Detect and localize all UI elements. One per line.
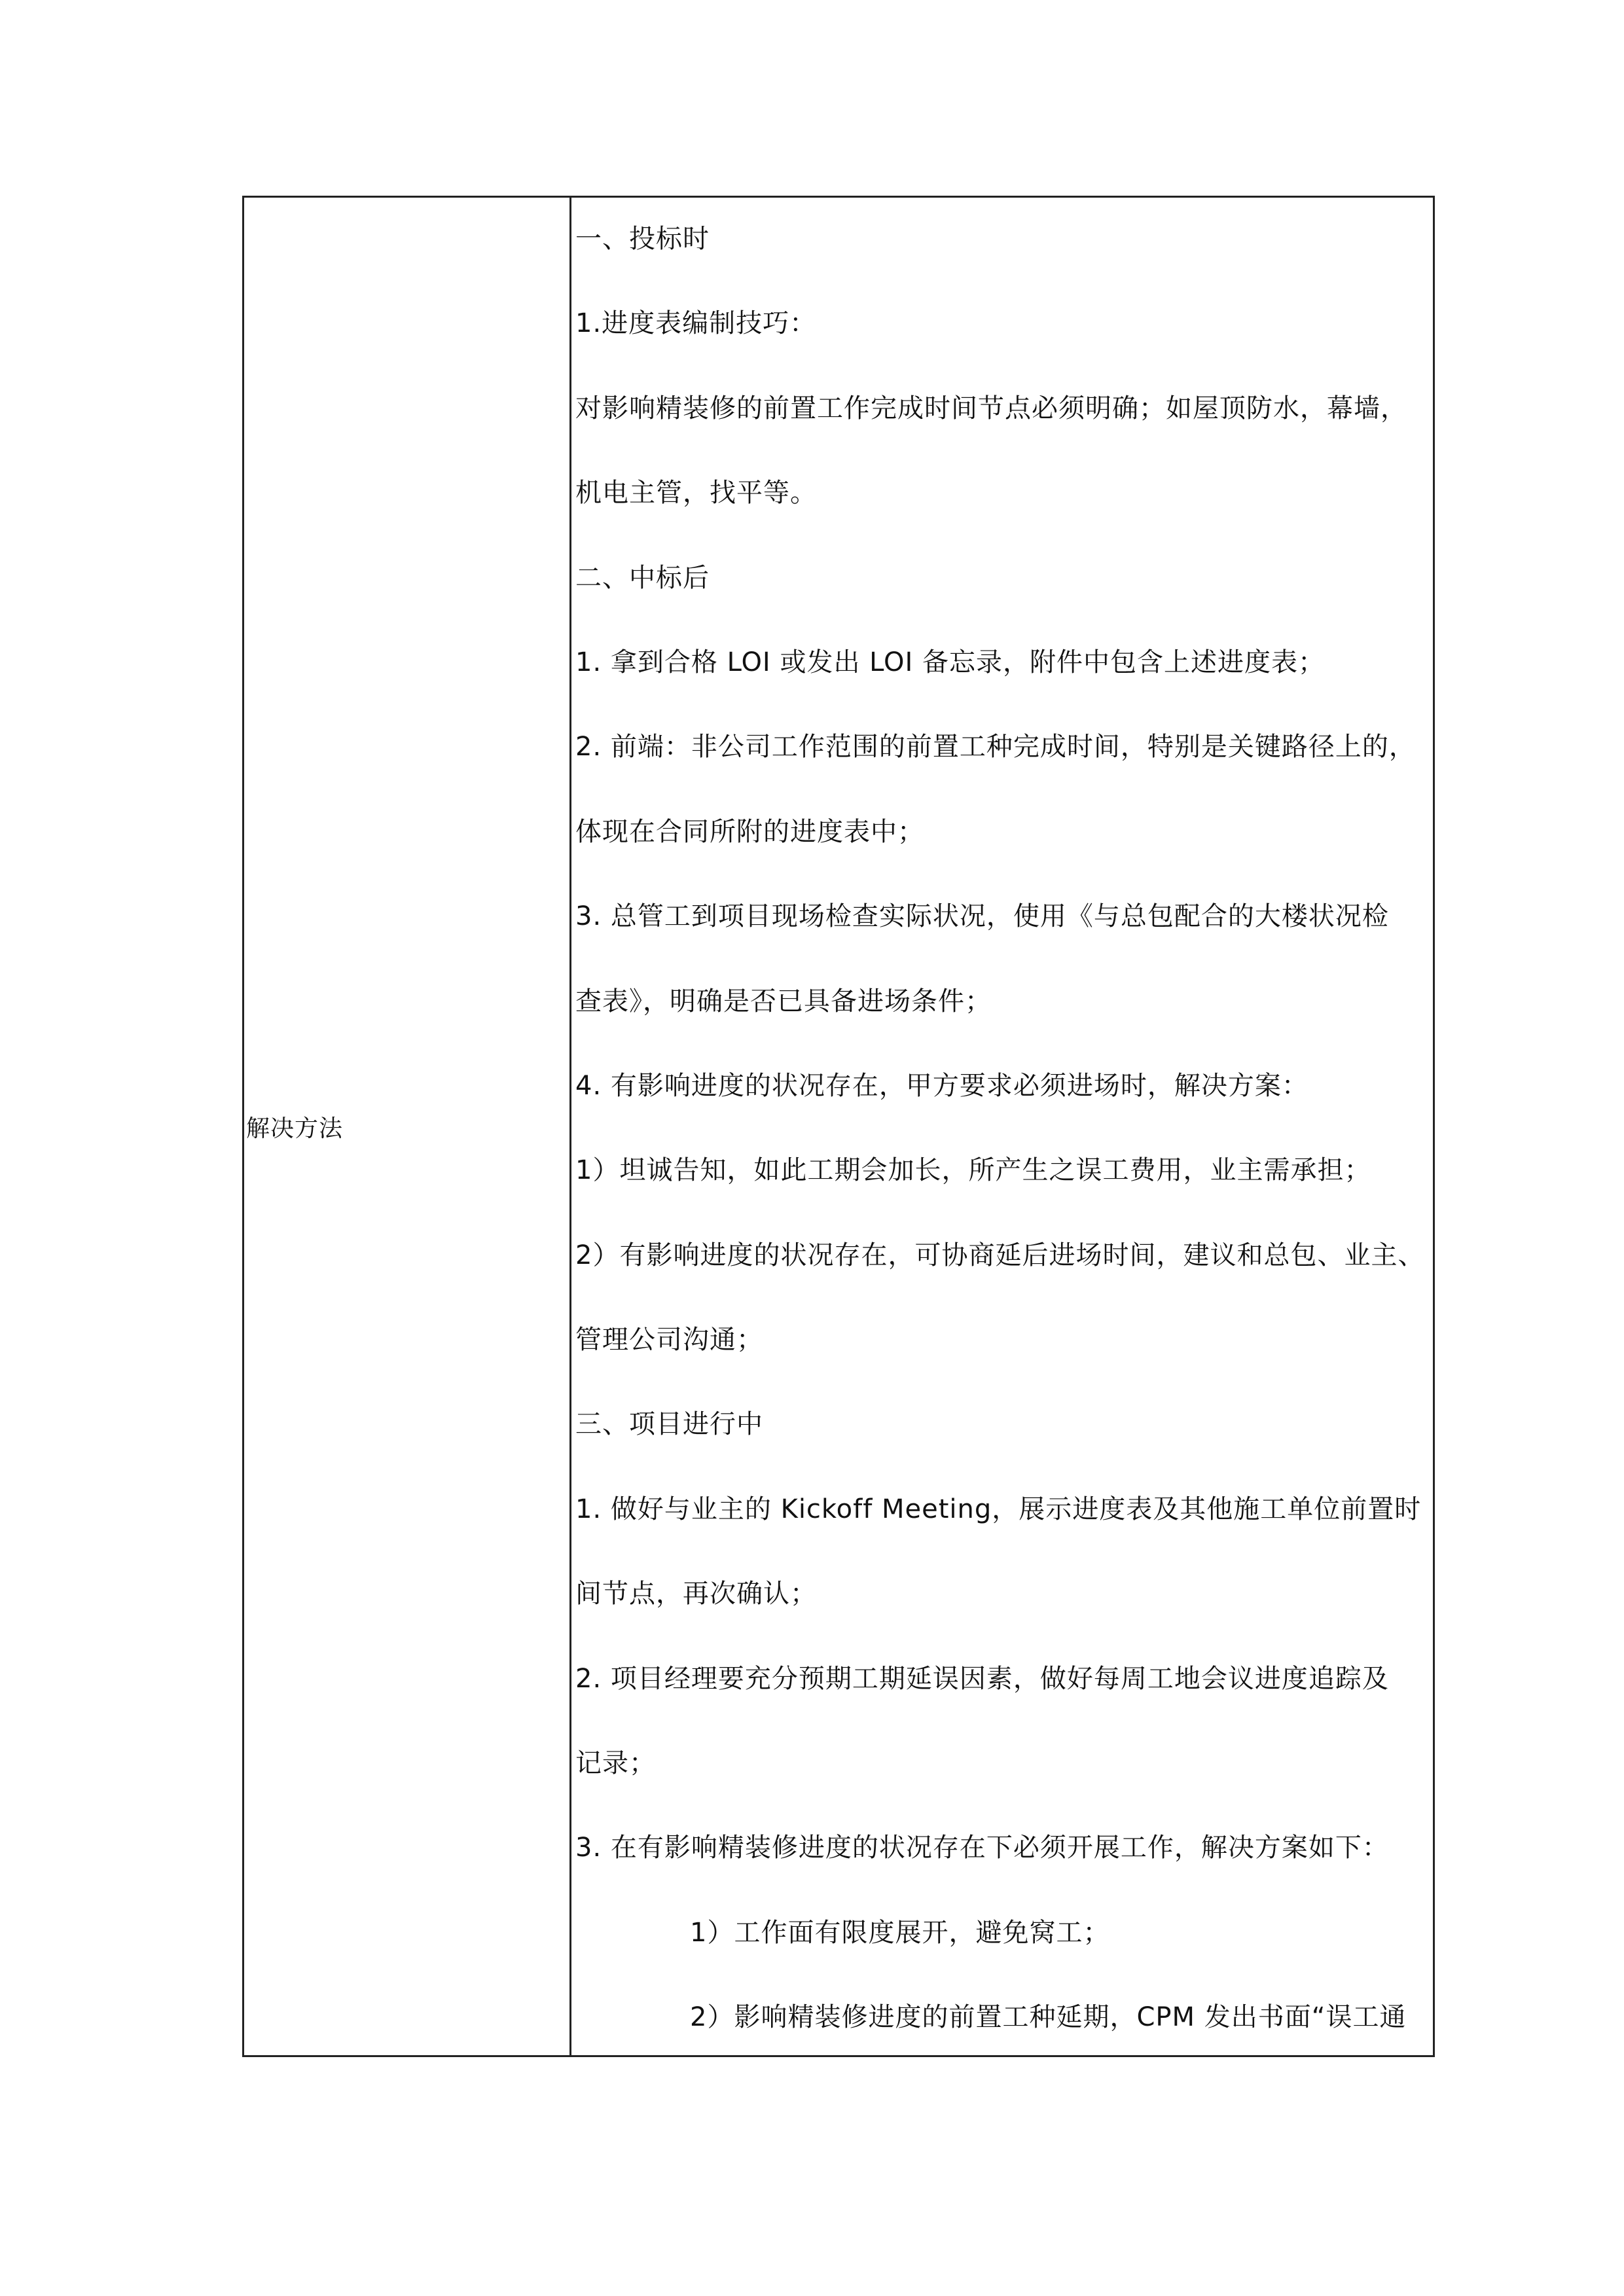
content-line: 机电主管，找平等。 [575,478,817,509]
content-line: 1.进度表编制技巧： [575,308,817,339]
content-line: 1）工作面有限度展开，避免窝工； [690,1917,1110,1948]
content-line: 2）影响精装修进度的前置工种延期，CPM 发出书面“误工通 [690,2002,1407,2033]
content-line: 4. 有影响进度的状况存在，甲方要求必须进场时，解决方案： [575,1070,1308,1101]
content-line: 2. 前端：非公司工作范围的前置工种完成时间，特别是关键路径上的， [575,732,1416,762]
content-line: 3. 总管工到项目现场检查实际状况，使用《与总包配合的大楼状况检 [575,901,1389,932]
content-line: 1）坦诚告知，如此工期会加长，所产生之误工费用，业主需承担； [575,1155,1371,1186]
content-line: 体现在合同所附的进度表中； [575,816,924,847]
content-line: 对影响精装修的前置工作完成时间节点必须明确；如屋顶防水，幕墙， [575,393,1407,423]
content-line: 2. 项目经理要充分预期工期延误因素，做好每周工地会议进度追踪及 [575,1663,1389,1694]
content-line: 管理公司沟通； [575,1325,763,1355]
content-line: 二、中标后 [575,562,710,593]
content-line: 2）有影响进度的状况存在，可协商延后进场时间，建议和总包、业主、 [575,1240,1425,1270]
content-line: 记录； [575,1748,656,1779]
label-cell [244,198,571,2055]
content-line: 1. 做好与业主的 Kickoff Meeting，展示进度表及其他施工单位前置时 [575,1494,1422,1524]
content-line: 查表》，明确是否已具备进场条件； [575,986,992,1016]
content-line: 三、项目进行中 [575,1409,763,1440]
content-line: 间节点，再次确认； [575,1579,817,1609]
document-table [242,196,1435,2057]
content-line: 一、投标时 [575,224,710,254]
content-cell [571,198,1433,2055]
row-label: 解决方法 [246,1115,344,1142]
content-line: 1. 拿到合格 LOI 或发出 LOI 备忘录，附件中包含上述进度表； [575,647,1326,677]
content-line: 3. 在有影响精装修进度的状况存在下必须开展工作，解决方案如下： [575,1833,1389,1863]
